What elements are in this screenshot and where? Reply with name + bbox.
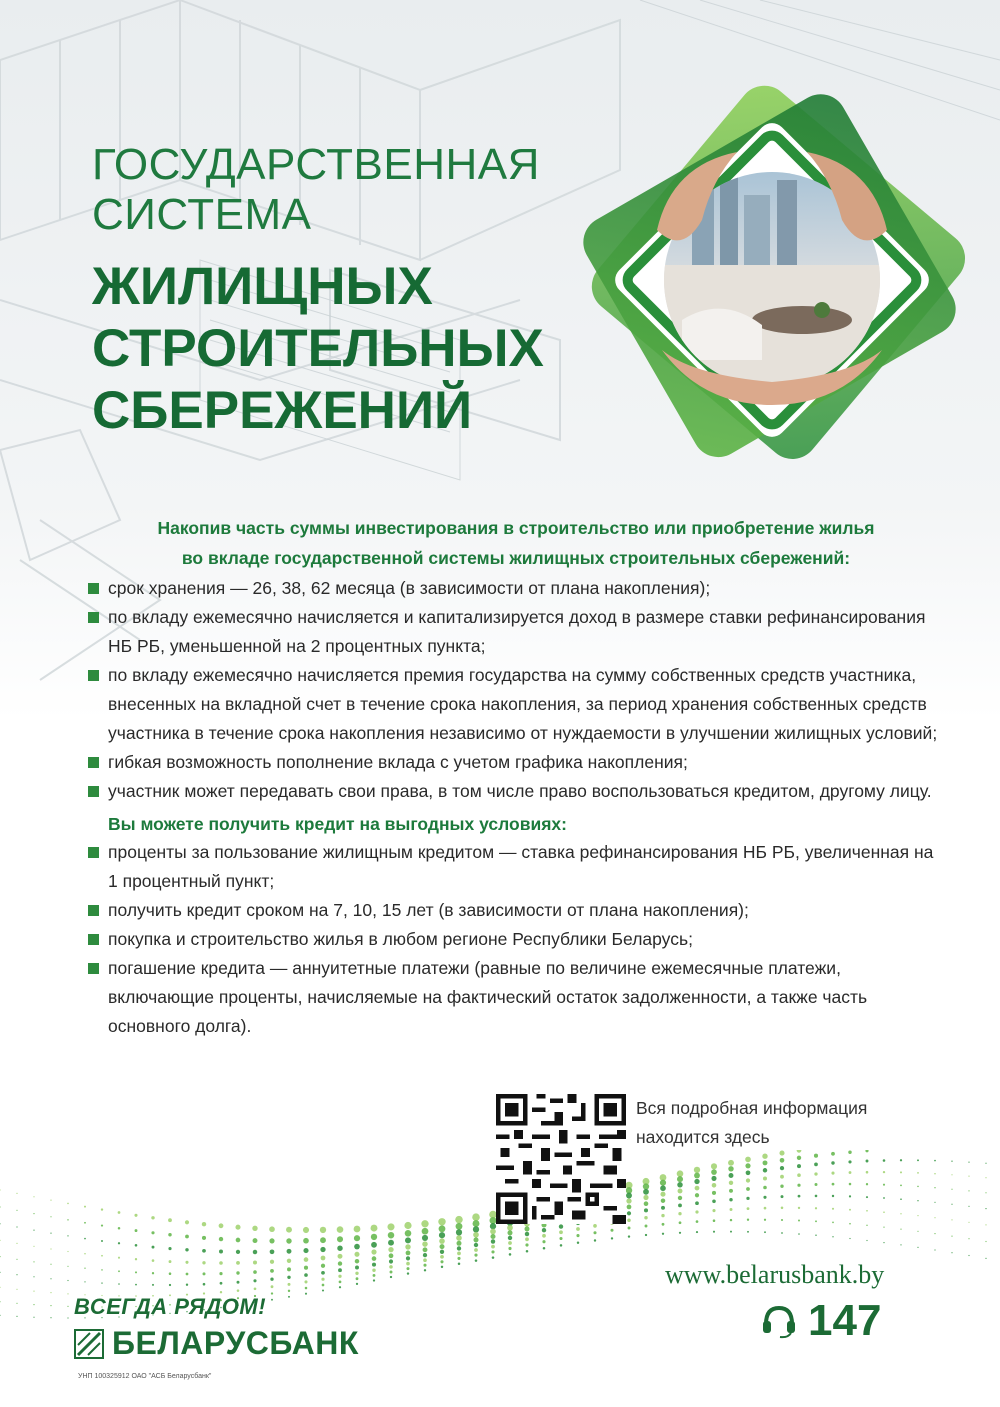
list-item: покупка и строительство жилья в любом регионе Республики Беларусь; bbox=[86, 925, 946, 954]
qr-caption: Вся подробная информация находится здесь bbox=[636, 1098, 868, 1147]
list-item: погашение кредита — аннуитетные платежи (равные по величине ежемесячные платежи, включающие проценты, начисляемые на фактический остаток задолженности, а также часть основного долга). bbox=[86, 954, 946, 1041]
list-item: получить кредит сроком на 7, 10, 15 лет (в зависимости от плана накопления); bbox=[86, 896, 946, 925]
lead-line-2: во вкладе государственной системы жилищных строительных сбережений: bbox=[181, 548, 851, 568]
title-bold-line-3: СБЕРЕЖЕНИЙ bbox=[92, 381, 473, 440]
list-item: участник может передавать свои права, в том числе право воспользоваться кредитом, другому лицу. bbox=[86, 777, 946, 806]
slogan: ВСЕГДА РЯДОМ! bbox=[74, 1294, 267, 1319]
list-item: по вкладу ежемесячно начисляется и капитализируется доход в размере ставки рефинансирования НБ РБ, уменьшенной на 2 процентных пункта; bbox=[86, 603, 946, 661]
qr-code[interactable] bbox=[496, 1094, 626, 1224]
headset-icon bbox=[760, 1302, 798, 1340]
square-bullet-icon bbox=[88, 934, 99, 945]
bank-name: БЕЛАРУСБАНК bbox=[112, 1325, 359, 1361]
square-bullet-icon bbox=[88, 612, 99, 623]
list-item: по вкладу ежемесячно начисляется премия государства на сумму собственных средств участника, внесенных на вкладной счет в течение срока накопления, за период хранения собственных средств участника в течение срока накопления независимо от нуждаемости в улучшении жилищных условий; bbox=[86, 661, 946, 748]
lead-line-1: Накопив часть суммы инвестирования в строительство или приобретение жилья bbox=[157, 518, 875, 538]
square-bullet-icon bbox=[88, 757, 99, 768]
square-bullet-icon bbox=[88, 583, 99, 594]
square-bullet-icon bbox=[88, 670, 99, 681]
title-block bbox=[92, 140, 544, 442]
credit-heading: Вы можете получить кредит на выгодных условиях: bbox=[108, 814, 567, 834]
bank-logo-block bbox=[74, 1325, 359, 1362]
list-item: гибкая возможность пополнение вклада с учетом графика накопления; bbox=[86, 748, 946, 777]
title-line-2: СИСТЕМА bbox=[92, 190, 312, 239]
phone-number: 147 bbox=[808, 1296, 882, 1345]
list-item: срок хранения — 26, 38, 62 месяца (в зависимости от плана накопления); bbox=[86, 574, 946, 603]
phone-block[interactable] bbox=[760, 1296, 881, 1346]
title-bold-line-2: СТРОИТЕЛЬНЫХ bbox=[92, 319, 544, 378]
square-bullet-icon bbox=[88, 786, 99, 797]
title-line-1: ГОСУДАРСТВЕННАЯ bbox=[92, 140, 540, 189]
hands-home-emblem bbox=[562, 70, 982, 490]
square-bullet-icon bbox=[88, 905, 99, 916]
belarusbank-logo-icon bbox=[74, 1329, 104, 1359]
title-bold-line-1: ЖИЛИЩНЫХ bbox=[92, 257, 433, 316]
list-item: проценты за пользование жилищным кредитом — ставка рефинансирования НБ РБ, увеличенная на 1 процентный пункт; bbox=[86, 838, 946, 896]
square-bullet-icon bbox=[88, 963, 99, 974]
square-bullet-icon bbox=[88, 847, 99, 858]
credit-benefits-list bbox=[86, 838, 946, 1041]
deposit-benefits-list bbox=[86, 574, 946, 806]
main-content bbox=[86, 514, 946, 1041]
legal-info: УНП 100325912 ОАО "АСБ Беларусбанк" bbox=[78, 1373, 212, 1380]
website-link[interactable]: www.belarusbank.by bbox=[665, 1260, 885, 1289]
